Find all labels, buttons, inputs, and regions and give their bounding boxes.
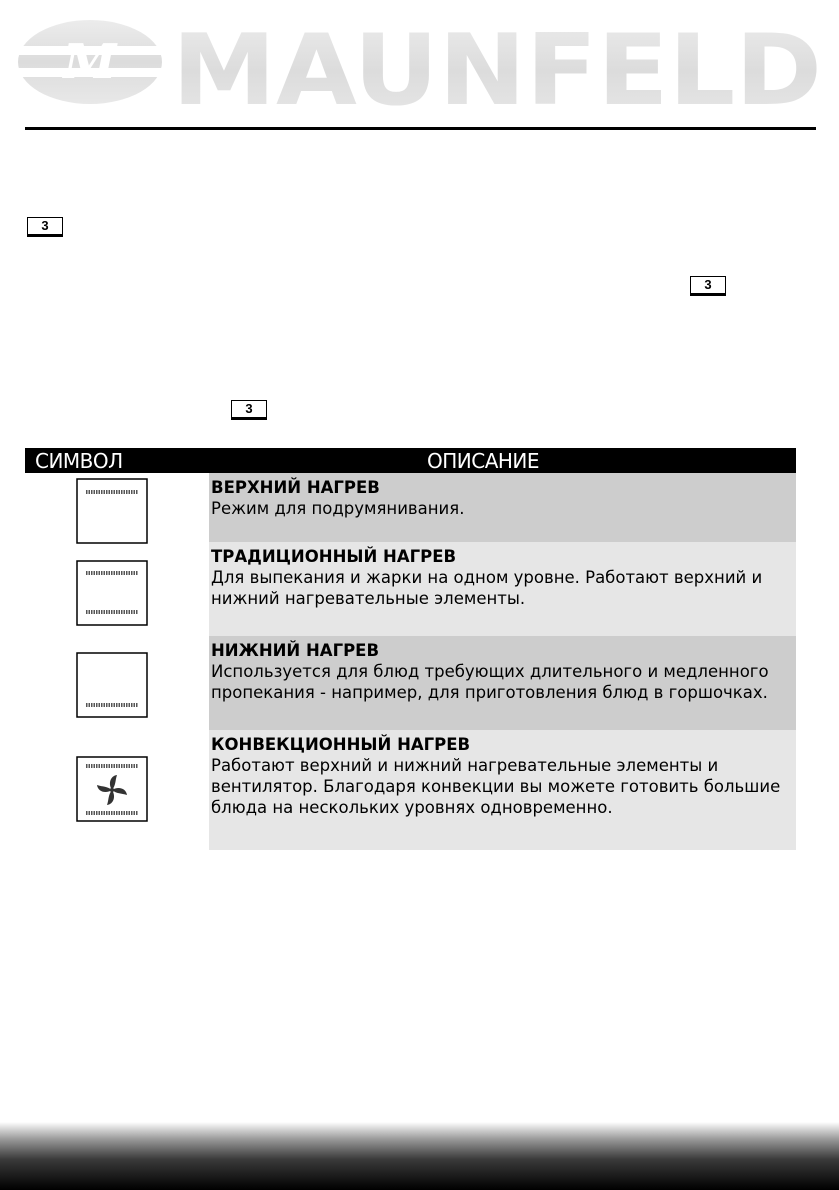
table-header <box>25 448 796 473</box>
page-footer-band <box>0 1122 839 1190</box>
header-symbol: СИМВОЛ <box>35 449 123 473</box>
header-rule <box>25 127 816 130</box>
table-row <box>209 542 796 636</box>
top-heat-icon <box>76 478 148 544</box>
maunfeld-logo <box>10 12 830 112</box>
ref-marker: 3 <box>27 217 63 237</box>
mode-description: Работают верхний и нижний нагревательные элементы и вентилятор. Благодаря конвекции вы можете готовить большие блюда на нескольких уровнях одновременно. <box>211 756 781 817</box>
table-row <box>209 730 796 850</box>
header-description: ОПИСАНИЕ <box>427 449 540 473</box>
table-row <box>209 473 796 542</box>
logo-monogram: M <box>63 34 117 90</box>
ref-marker: 3 <box>231 400 267 420</box>
mode-title: ВЕРХНИЙ НАГРЕВ <box>211 478 380 497</box>
mode-title: КОНВЕКЦИОННЫЙ НАГРЕВ <box>211 735 471 754</box>
mode-description: Используется для блюд требующих длительного и медленного пропекания - например, для приготовления блюд в горшочках. <box>211 662 769 702</box>
table-row <box>209 636 796 730</box>
bottom-heat-icon <box>76 652 148 718</box>
mode-title: НИЖНИЙ НАГРЕВ <box>211 641 380 660</box>
logo-emblem <box>10 20 170 104</box>
mode-description: Режим для подрумянивания. <box>211 499 465 518</box>
ref-marker: 3 <box>690 276 726 296</box>
mode-title: ТРАДИЦИОННЫЙ НАГРЕВ <box>211 547 457 566</box>
logo-wordmark: MAUNFELD <box>172 14 822 112</box>
convection-heat-icon <box>76 756 148 822</box>
conventional-heat-icon <box>76 560 148 626</box>
mode-description: Для выпекания и жарки на одном уровне. Работают верхний и нижний нагревательные элементы. <box>211 568 763 608</box>
